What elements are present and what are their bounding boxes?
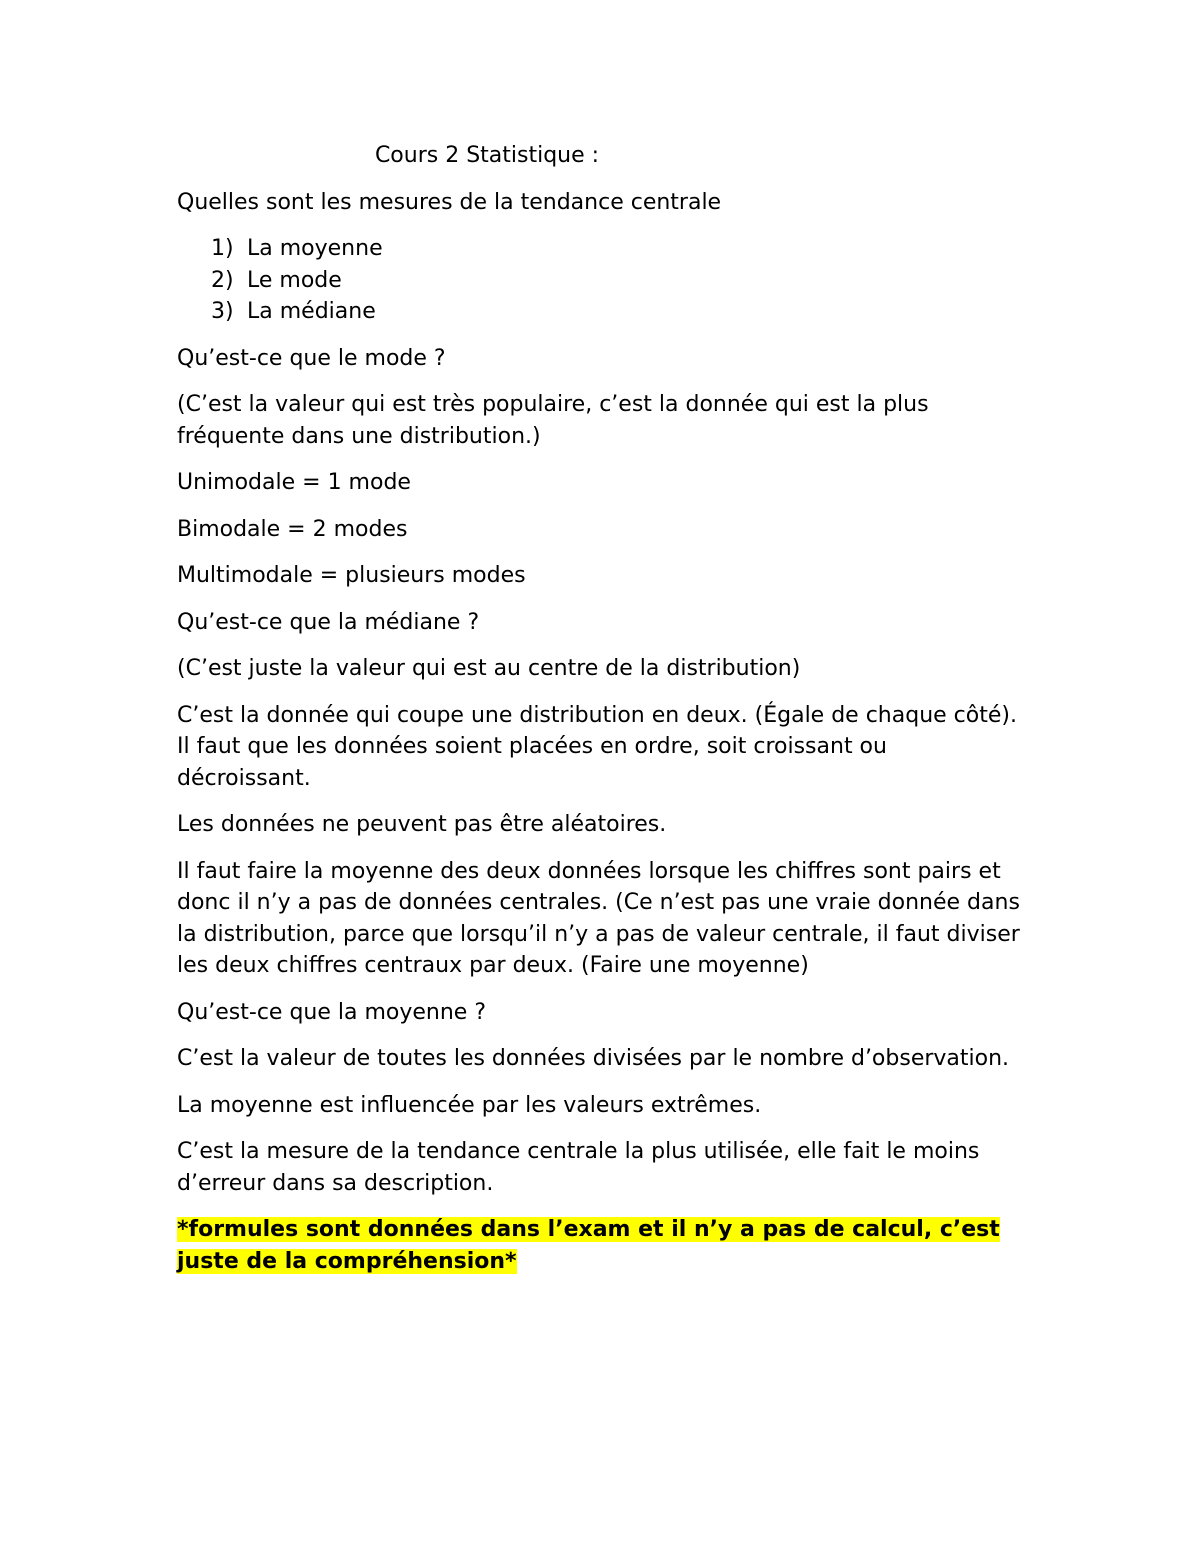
list-item bbox=[211, 265, 1027, 297]
median-explanation: C’est la donnée qui coupe une distribution en deux. (Égale de chaque côté). Il faut que les données soient placées en ordre, soit croissant ou décroissant. bbox=[177, 702, 1017, 791]
highlighted-note bbox=[177, 1214, 1027, 1277]
multimodal-line: Multimodale = plusieurs modes bbox=[177, 563, 526, 588]
highlighted-text: *formules sont données dans l’exam et il n’y a pas de calcul, c’est juste de la compréhension* bbox=[177, 1217, 1000, 1274]
bimodal-line: Bimodale = 2 modes bbox=[177, 516, 408, 542]
mode-definition: (C’est la valeur qui est très populaire, c’est la donnée qui est la plus fréquente dans une distribution.) bbox=[177, 392, 929, 449]
question-mode: Qu’est-ce que le mode ? bbox=[177, 345, 446, 371]
list-number: 3) bbox=[211, 299, 234, 324]
list-number: 2) bbox=[211, 267, 234, 293]
unimodal-line: Unimodale = 1 mode bbox=[177, 470, 411, 495]
intro-question: Quelles sont les mesures de la tendance centrale bbox=[177, 189, 722, 215]
median-definition: (C’est juste la valeur qui est au centre de la distribution) bbox=[177, 656, 801, 681]
document-title: Cours 2 Statistique : bbox=[374, 143, 600, 168]
list-item bbox=[211, 233, 1027, 265]
list-item-text: La moyenne bbox=[247, 236, 383, 261]
numbered-list bbox=[177, 233, 1027, 328]
list-item-text: La médiane bbox=[247, 299, 376, 324]
question-mean: Qu’est-ce que la moyenne ? bbox=[177, 999, 486, 1025]
list-number: 1) bbox=[211, 236, 234, 261]
median-even-case: Il faut faire la moyenne des deux données lorsque les chiffres sont pairs et donc il n’y a pas de données centrales. (Ce n’est pas une vraie donnée dans la distribution, parce que lorsqu’il n’y a pas de valeur centrale, il faut diviser les deux chiffres centraux par deux. (Faire une moyenne) bbox=[177, 858, 1020, 978]
mean-usage-note: C’est la mesure de la tendance centrale la plus utilisée, elle fait le moins d’erreur dans sa description. bbox=[177, 1139, 980, 1196]
question-median: Qu’est-ce que la médiane ? bbox=[177, 609, 480, 635]
median-note: Les données ne peuvent pas être aléatoires. bbox=[177, 812, 667, 837]
document-body bbox=[177, 140, 1027, 1292]
list-item bbox=[211, 296, 1027, 328]
mean-definition: C’est la valeur de toutes les données divisées par le nombre d’observation. bbox=[177, 1046, 1010, 1071]
list-item-text: Le mode bbox=[247, 267, 342, 293]
mean-extremes-note: La moyenne est influencée par les valeurs extrêmes. bbox=[177, 1092, 762, 1118]
